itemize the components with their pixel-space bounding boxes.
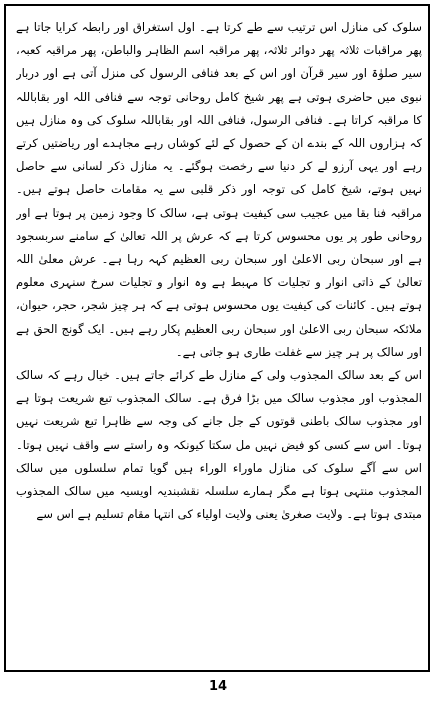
page-number: 14 xyxy=(208,679,228,694)
paragraph-1: سلوک کی منازل اس ترتیب سے طے کرتا ہے۔ اول استغراق اور رابطہ کرایا جاتا ہے پھر مراقبات ثلاثہ پھر دوائر ثلاثہ، پھر مراقبہ اسم الظاہر والباطن، پھر مراقبہ کعبہ، سیر صلوٰۃ اور سیر قرآن اور اس کے بعد فنافی الرسول کی منزل آتی ہے اور دربار نبوی میں حاضری ہوتی ہے پھر شیخ کامل روحانی توجہ سے فنافی اللہ اور بقاباللہ کا مراقبہ کراتا ہے۔ فنافی الرسول، فنافی اللہ اور بقاباللہ سلوک کی وہ منازل ہیں کہ ہزاروں اللہ کے بندے ان کے حصول کے لئے کوشاں رہے مجاہدے اور ریاضتیں کرتے رہے اور یہی آرزو لے کر دنیا سے رخصت ہوگئے۔ یہ منازل ذکر لسانی سے حاصل نہیں ہوتے، شیخ کامل کی توجہ اور ذکر قلبی سے یہ مقامات حاصل ہوتے ہیں۔ مراقبہ فنا بقا میں عجیب سی کیفیت ہوتی ہے، سالک کا وجود زمین پر ہوتا ہے اور روحانی طور پر یوں محسوس کرتا ہے کہ عرش پر اللہ تعالیٰ کے سامنے سربسجود ہے اور سبحان ربی الاعلیٰ اور سبحان ربی العظیم کہہ رہا ہے۔ عرش معلیٰ اللہ تعالیٰ کے ذاتی انوار و تجلیات کا مہبط ہے وہ انوار و تجلیات سرخ سنہری معلوم ہوتے ہیں۔ کائنات کی کیفیت یوں محسوس ہوتی ہے کہ ہر چیز شجر، حجر، حیوان، ملائکہ سبحان ربی الاعلیٰ اور سبحان ربی العظیم پکار رہے ہیں۔ ایک گونج الحق ہے اور سالک پر ہر چیز سے غفلت طاری ہو جاتی ہے۔ xyxy=(16,20,422,359)
page-body-text xyxy=(16,16,422,664)
paragraph-2: اس کے بعد سالک المجذوب ولی کے منازل طے کرائے جاتے ہیں۔ خیال رہے کہ سالک المجذوب اور مجذوب سالک میں بڑا فرق ہے۔ سالک المجذوب تبع شریعت ہوتا ہے اور مجذوب سالک باطنی قوتوں کے جل جانے کی وجہ سے ظاہرا تبع شریعت نہیں ہوتا۔ اس سے کسی کو فیض نہیں مل سکتا کیونکہ وہ راستے سے واقف نہیں ہوتا۔ اس سے آگے سلوک کی منازل ماوراء الوراء ہیں گویا تمام سلسلوں میں سالک المجذوب منتہی ہوتا ہے مگر ہمارے سلسلہ نقشبندیہ اویسیہ میں سالک المجذوب مبتدی ہوتا ہے۔ ولایت صغریٰ یعنی ولایت اولیاء کی انتہا مقام تسلیم ہے اس سے xyxy=(16,368,422,522)
page-border xyxy=(4,4,430,672)
